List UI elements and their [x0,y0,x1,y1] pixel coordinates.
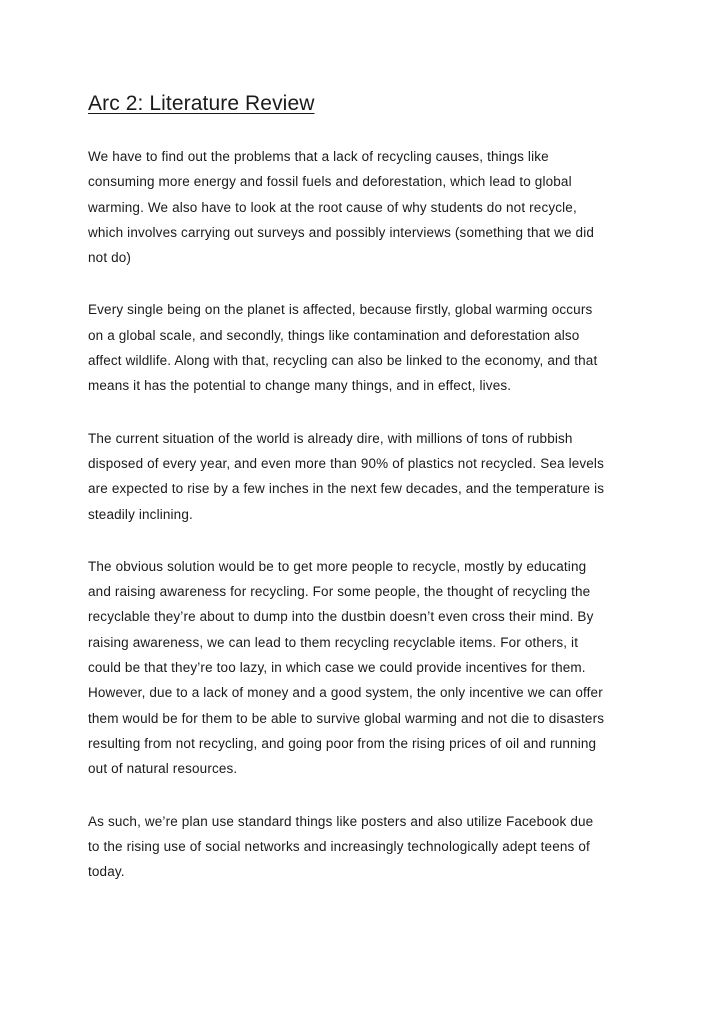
text-line: which involves carrying out surveys and possibly interviews (something that we did [88,224,595,240]
text-line: means it has the potential to change many things, and in effect, lives. [88,378,512,394]
paragraph-plan [88,809,648,885]
text-line: are expected to rise by a few inches in the next few decades, and the temperature is [88,481,605,497]
text-line: The obvious solution would be to get more people to recycle, mostly by educating [88,558,587,574]
text-line: today. [88,864,125,880]
paragraph-affected [88,297,648,398]
document-title: Arc 2: Literature Review [88,92,315,115]
text-line: We have to find out the problems that a lack of recycling causes, things like [88,149,549,164]
paragraph-solution [88,554,648,782]
text-line: affect wildlife. Along with that, recycling can also be linked to the economy, and that [88,353,598,369]
text-line: consuming more energy and fossil fuels and deforestation, which lead to global [88,174,572,190]
text-line: out of natural resources. [88,761,238,777]
text-line: not do) [88,250,132,266]
text-line: them would be for them to be able to survive global warming and not die to disasters [88,710,605,726]
text-line: recyclable they’re about to dump into the dustbin doesn’t even cross their mind. By [88,609,594,625]
document-content [88,84,648,911]
text-line: resulting from not recycling, and going poor from the rising prices of oil and running [88,735,597,751]
text-line: raising awareness, we can lead to them recycling recyclable items. For others, it [88,634,579,650]
text-line: and raising awareness for recycling. For some people, the thought of recycling the [88,584,591,600]
text-line: Every single being on the planet is affected, because firstly, global warming occurs [88,302,593,318]
text-line: As such, we’re plan use standard things like posters and also utilize Facebook due [88,813,594,829]
text-line: to the rising use of social networks and increasingly technologically adept teens of [88,838,590,854]
paragraph-problems [88,144,648,270]
text-line: on a global scale, and secondly, things like contamination and deforestation also [88,327,580,343]
paragraph-situation [88,426,648,527]
text-line: However, due to a lack of money and a good system, the only incentive we can offer [88,685,603,701]
text-line: warming. We also have to look at the root cause of why students do not recycle, [88,199,577,215]
text-line: steadily inclining. [88,506,193,522]
text-line: disposed of every year, and even more than 90% of plastics not recycled. Sea levels [88,455,604,471]
text-line: The current situation of the world is already dire, with millions of tons of rubbish [88,430,573,446]
text-line: could be that they’re too lazy, in which case we could provide incentives for them. [88,660,586,676]
